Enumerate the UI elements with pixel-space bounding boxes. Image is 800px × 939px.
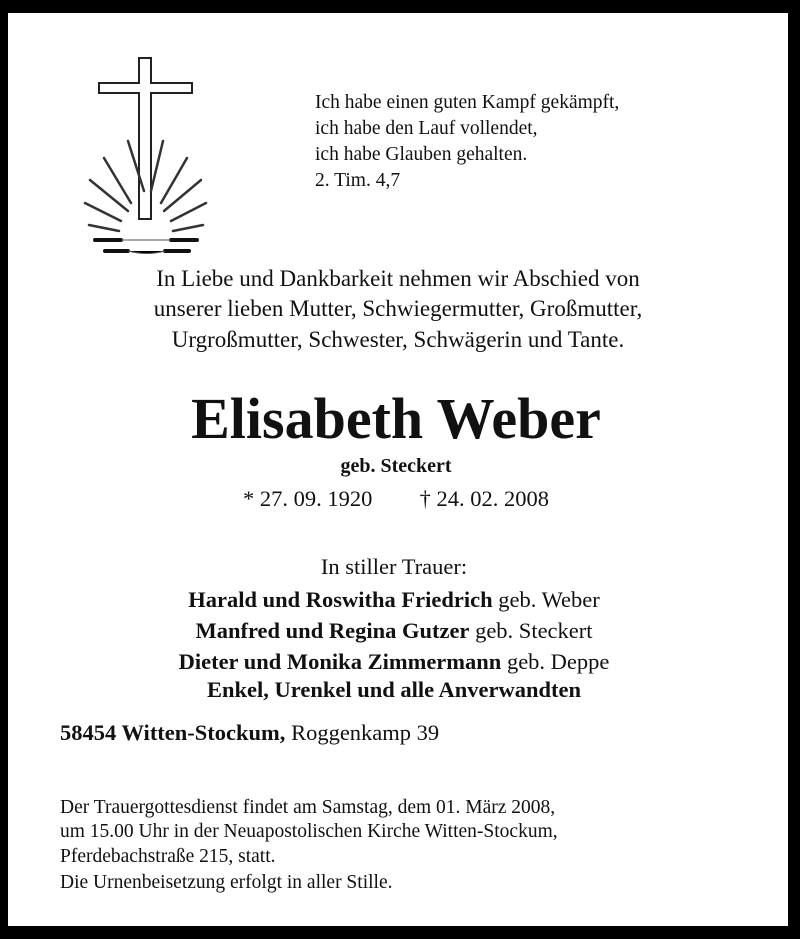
mourner-names: Harald und Roswitha Friedrich (188, 587, 493, 612)
service-line: Der Trauergottesdienst findet am Samstag, dem 01. März 2008, (60, 797, 556, 818)
obituary-notice (8, 13, 788, 926)
quote-line: ich habe den Lauf vollendet, (315, 118, 538, 139)
mourner-family (4, 620, 784, 643)
birth-symbol: * (243, 486, 255, 511)
quote-reference: 2. Tim. 4,7 (315, 170, 401, 191)
intro-line: unserer lieben Mutter, Schwiegermutter, Großmutter, (153, 296, 643, 321)
service-line: Pferdebachstraße 215, statt. (60, 846, 276, 867)
mourner-family: Enkel, Urenkel und alle Anverwandten (206, 677, 582, 702)
mourner-note: geb. Steckert (475, 618, 593, 643)
maiden-name: geb. Steckert (340, 455, 452, 477)
life-dates (6, 488, 786, 511)
service-line: Die Urnenbeisetzung erfolgt in aller Stille. (60, 872, 393, 893)
mourner-names: Manfred und Regina Gutzer (195, 618, 470, 643)
intro-line: In Liebe und Dankbarkeit nehmen wir Abschied von (156, 266, 640, 291)
address-street: Roggenkamp 39 (291, 720, 440, 745)
mourner-note: geb. Weber (498, 587, 600, 612)
mourner-family (4, 651, 784, 674)
cross-with-rays-icon (73, 43, 233, 258)
quote-line: ich habe Glauben gehalten. (315, 144, 528, 165)
mourner-family (4, 589, 784, 612)
birth-date: 27. 09. 1920 (259, 486, 373, 511)
death-date: 24. 02. 2008 (436, 486, 549, 511)
deceased-name: Elisabeth Weber (191, 386, 601, 451)
service-line: um 15.00 Uhr in der Neuapostolischen Kirche Witten-Stockum, (60, 821, 558, 842)
mourners-heading: In stiller Trauer: (320, 554, 468, 579)
mourner-names: Dieter und Monika Zimmermann (178, 649, 502, 674)
address (60, 722, 439, 745)
death-symbol: † (419, 486, 431, 511)
intro-line: Urgroßmutter, Schwester, Schwägerin und Tante. (171, 327, 625, 352)
address-city: 58454 Witten-Stockum, (60, 720, 286, 745)
quote-line: Ich habe einen guten Kampf gekämpft, (315, 92, 620, 113)
mourner-note: geb. Deppe (506, 649, 610, 674)
